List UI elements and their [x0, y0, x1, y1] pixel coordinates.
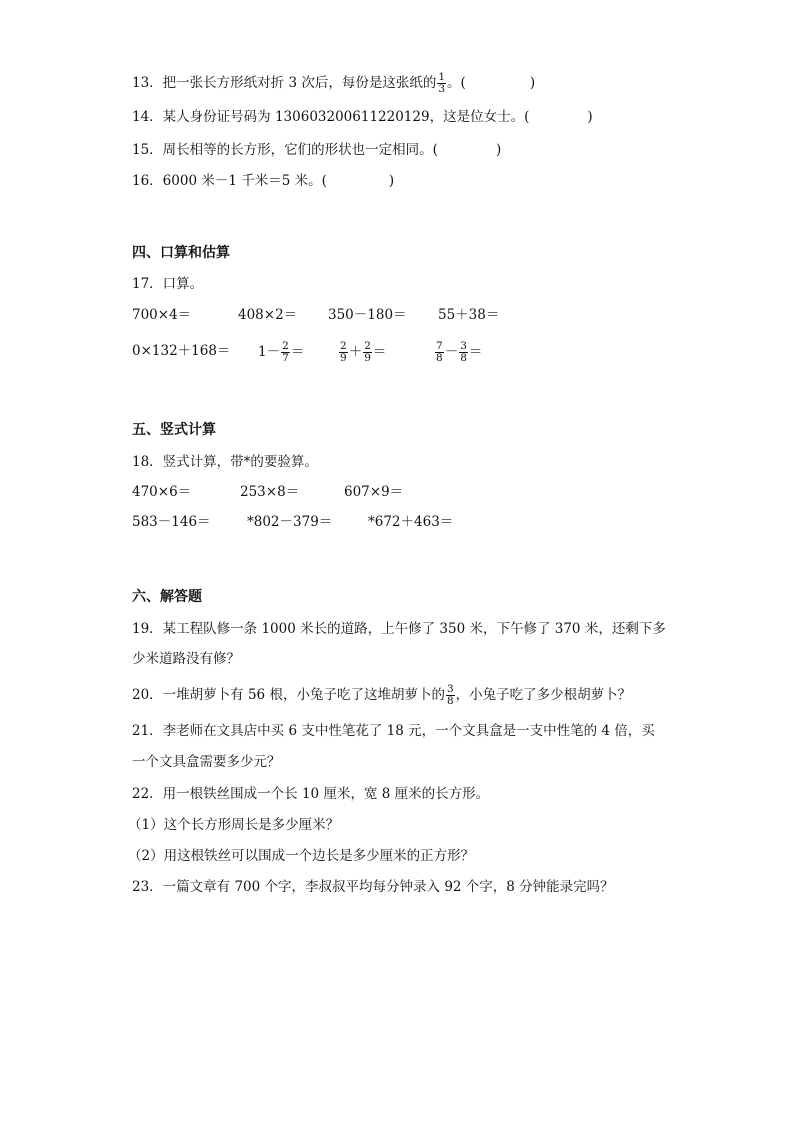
question-19-line-2: 少米道路没有修？ — [132, 651, 240, 667]
oral-calc-2: 408×2＝ — [238, 307, 298, 323]
vertical-calc-3: 607×9＝ — [344, 484, 404, 500]
q15-close: ) — [495, 142, 502, 158]
fraction: $\frac{2}{7}$ — [282, 340, 289, 364]
question-22-part-1: （1）这个长方形周长是多少厘米？ — [128, 817, 340, 833]
q13-text: 13．把一张长方形纸对折 3 次后，每份是这张纸的 — [132, 75, 437, 91]
q14-close: ) — [587, 109, 593, 125]
oral-calc-7: $\frac{2}{9}$ ＋ $\frac{2}{9}$ ＝ — [340, 340, 387, 364]
vertical-calc-2: 253×8＝ — [240, 484, 300, 500]
q16-close: ) — [388, 173, 395, 189]
section-5-title: 五、竖式计算 — [132, 422, 216, 438]
vertical-calc-6: *672＋463＝ — [368, 514, 454, 530]
question-15 — [132, 140, 501, 160]
question-21-line-2: 一个文具盒需要多少元？ — [132, 754, 281, 770]
vertical-calc-5: *802－379＝ — [247, 514, 333, 530]
fraction: $\frac{7}{8}$ — [436, 340, 443, 364]
vertical-calc-1: 470×6＝ — [132, 484, 192, 500]
oral-calc-8: $\frac{7}{8}$ － $\frac{3}{8}$ ＝ — [436, 340, 483, 364]
question-20: 20．一堆胡萝卜有 56 根，小兔子吃了这堆胡萝卜的 $\frac{3}{8}$ ，小兔子吃了多少根胡萝卜？ — [132, 683, 632, 707]
q13-fraction: $\frac{1}{3}$ — [438, 71, 446, 95]
q13-close: ) — [529, 75, 536, 91]
fraction: $\frac{2}{9}$ — [364, 340, 371, 364]
question-22: 22．用一根铁丝围成一个长 10 厘米，宽 8 厘米的长方形。 — [132, 786, 490, 802]
oral-calc-5: 0×132＋168＝ — [132, 343, 231, 359]
question-21-line-1: 21．李老师在文具店中买 6 支中性笔花了 18 元，一个文具盒是一支中性笔的 4 倍，买 — [132, 723, 655, 739]
oral-calc-1: 700×4＝ — [132, 307, 192, 323]
oral-calc-6: 1－ $\frac{2}{7}$ ＝ — [258, 340, 305, 364]
oral-calc-3: 350－180＝ — [328, 307, 407, 323]
question-22-part-2: （2）用这根铁丝可以围成一个边长是多少厘米的正方形？ — [128, 848, 475, 864]
question-13 — [132, 72, 535, 95]
q14-text: 14．某人身份证号码为 130603200611220129，这是位女士。( — [132, 109, 530, 125]
section-4-title: 四、口算和估算 — [132, 245, 230, 261]
question-17: 17．口算。 — [132, 276, 204, 292]
q15-text: 15．周长相等的长方形，它们的形状也一定相同。( — [132, 142, 438, 158]
question-16 — [132, 171, 394, 191]
q13-post: 。( — [447, 75, 466, 91]
q20-fraction: $\frac{3}{8}$ — [446, 683, 454, 707]
vertical-calc-4: 583－146＝ — [132, 514, 211, 530]
question-14 — [132, 107, 593, 127]
fraction: $\frac{2}{9}$ — [340, 340, 347, 364]
fraction: $\frac{3}{8}$ — [460, 340, 467, 364]
question-18: 18．竖式计算，带*的要验算。 — [132, 454, 318, 470]
question-19-line-1: 19．某工程队修一条 1000 米长的道路，上午修了 350 米，下午修了 370 米，还剩下多 — [132, 621, 666, 637]
question-23: 23．一篇文章有 700 个字，李叔叔平均每分钟录入 92 个字，8 分钟能录完吗？ — [132, 879, 614, 895]
section-6-title: 六、解答题 — [132, 589, 202, 605]
oral-calc-4: 55＋38＝ — [438, 307, 500, 323]
q16-text: 16．6000 米－1 千米＝5 米。( — [132, 173, 327, 189]
